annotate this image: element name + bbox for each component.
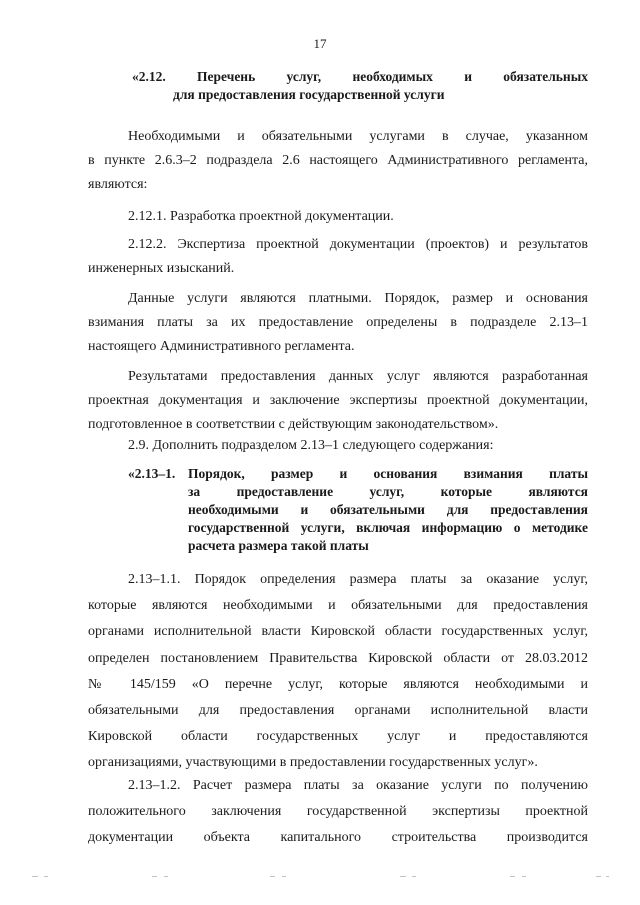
heading-2131-line: Порядок, размер и основания взимания платы [188, 466, 588, 481]
text-line: определен постановлением Правительства Кировской области от 28.03.2012 [88, 650, 588, 666]
text-line: Результатами предоставления данных услуг являются разработанная [128, 369, 588, 384]
text-line: документации объекта капитального строительства производится [88, 830, 588, 846]
heading-212-prefix: «2.12. [132, 69, 166, 84]
scan-dash [282, 876, 286, 877]
text-line: № 145/159 «О перечне услуг, которые являются необходимыми и [88, 676, 588, 692]
scan-dash [510, 876, 515, 877]
paragraph-paid-services [88, 287, 588, 359]
scan-dash [152, 876, 157, 877]
text-line: инженерных изысканий. [88, 261, 235, 276]
text-line: подготовленное в соответствии с действующим законодательством». [88, 417, 499, 432]
scan-dash [400, 876, 406, 877]
text-line: взимания платы за их предоставление определены в подразделе 2.13–1 [88, 315, 588, 330]
heading-212-word: обязательных [503, 69, 588, 84]
paragraph-21312 [88, 773, 588, 852]
text-line: органами исполнительной власти Кировской области государственных услуг, [88, 624, 588, 640]
scan-dash [32, 876, 38, 877]
scan-dash [522, 876, 526, 877]
scan-dash [270, 876, 275, 877]
heading-212-word: и [464, 69, 472, 84]
text-line: Кировской области государственных услуг и предоставляются [88, 729, 588, 745]
paragraph-29 [88, 434, 588, 458]
paragraph-212-intro [88, 125, 588, 197]
text-line: которые являются необходимыми и обязательными для предоставления [88, 598, 588, 614]
section-2131-heading [128, 465, 588, 555]
page-number: 17 [313, 36, 327, 51]
text-line: обязательными для предоставления органами исполнительной власти [88, 703, 588, 719]
text-line: 2.13–1.2. Расчет размера платы за оказание услуги по получению [128, 778, 588, 793]
scan-dash [596, 876, 601, 877]
text-line: настоящего Административного регламента. [88, 339, 355, 354]
paragraph-2122 [88, 233, 588, 281]
heading-2131-line: необходимыми и обязательными для предоставления [188, 502, 588, 517]
paragraph-21311 [88, 567, 588, 777]
scan-dash [606, 876, 609, 877]
text-line: проектная документация и заключение экспертизы проектной документации, [88, 393, 588, 408]
heading-212-line2: для предоставления государственной услуги [173, 87, 445, 102]
scan-dash [164, 876, 168, 877]
text-line: организациями, участвующими в предоставлении государственных услуг». [88, 755, 538, 771]
scan-dash [412, 876, 416, 877]
text-line: в пункте 2.6.3–2 подраздела 2.6 настоящего Административного регламента, [88, 153, 588, 168]
heading-2131-line: за предоставление услуг, которые являются [188, 484, 588, 499]
heading-2131-prefix: «2.13–1. [128, 466, 176, 481]
text-line: Необходимыми и обязательными услугами в случае, указанном [128, 129, 588, 144]
heading-2131-line: расчета размера такой платы [188, 538, 369, 553]
text-line: являются: [88, 177, 148, 192]
section-212-heading [132, 68, 588, 104]
text-line: 2.9. Дополнить подразделом 2.13–1 следующего содержания: [128, 438, 494, 453]
text-line: 2.13–1.1. Порядок определения размера платы за оказание услуг, [128, 572, 588, 587]
paragraph-2121 [88, 205, 588, 229]
heading-212-word: услуг, [286, 69, 322, 84]
paragraph-results [88, 365, 588, 437]
scan-artifacts [30, 876, 610, 882]
text-line: 2.12.2. Экспертиза проектной документации (проектов) и результатов [128, 237, 588, 252]
text-line: 2.12.1. Разработка проектной документации. [128, 209, 394, 224]
heading-212-word: Перечень [197, 69, 256, 84]
text-line: Данные услуги являются платными. Порядок, размер и основания [128, 291, 588, 306]
scan-dash [44, 876, 48, 877]
heading-212-word: необходимых [352, 69, 433, 84]
text-line: положительного заключения государственной экспертизы проектной [88, 804, 588, 820]
heading-2131-line: государственной услуги, включая информацию о методике [188, 520, 588, 535]
